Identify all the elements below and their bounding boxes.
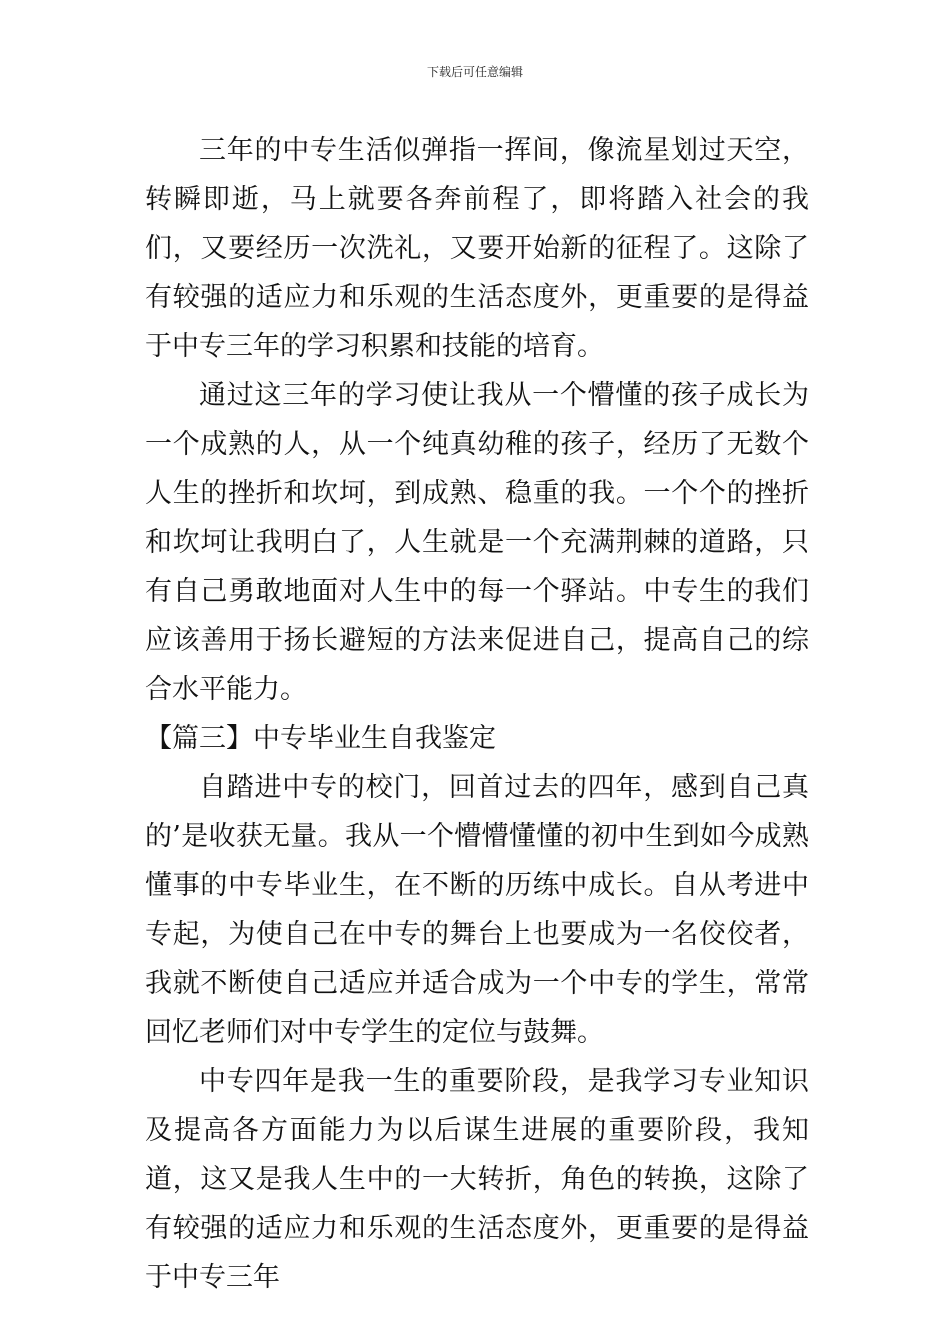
section-heading: 【篇三】中专毕业生自我鉴定 xyxy=(145,723,496,754)
paragraph-1: 三年的中专生活似弹指一挥间，像流星划过天空，转瞬即逝，马上就要各奔前程了，即将踏入社会的我们，又要经历一次洗礼，又要开始新的征程了。这除了有较强的适应力和乐观的生活态度外，更重要的是得益于中专三年的学习积累和技能的培育。 xyxy=(145,135,809,362)
document-body xyxy=(145,126,809,1302)
paragraph-4: 中专四年是我一生的重要阶段，是我学习专业知识及提高各方面能力为以后谋生进展的重要阶段，我知道，这又是我人生中的一大转折，角色的转换，这除了有较强的适应力和乐观的生活态度外，更重要的是得益于中专三年 xyxy=(145,1066,809,1293)
paragraph-3: 自踏进中专的校门，回首过去的四年，感到自己真的’是收获无量。我从一个懵懵懂懂的初中生到如今成熟懂事的中专毕业生，在不断的历练中成长。自从考进中专起，为使自己在中专的舞台上也要成为一名佼佼者，我就不断使自己适应并适合成为一个中专的学生，常常回忆老师们对中专学生的定位与鼓舞。 xyxy=(145,772,809,1048)
paragraph-2: 通过这三年的学习使让我从一个懵懂的孩子成长为一个成熟的人，从一个纯真幼稚的孩子，经历了无数个人生的挫折和坎坷，到成熟、稳重的我。一个个的挫折和坎坷让我明白了，人生就是一个充满荆棘的道路，只有自己勇敢地面对人生中的每一个驿站。中专生的我们应该善用于扬长避短的方法来促进自己，提高自己的综合水平能力。 xyxy=(145,380,809,705)
header-note: 下载后可任意编辑 xyxy=(426,65,523,79)
